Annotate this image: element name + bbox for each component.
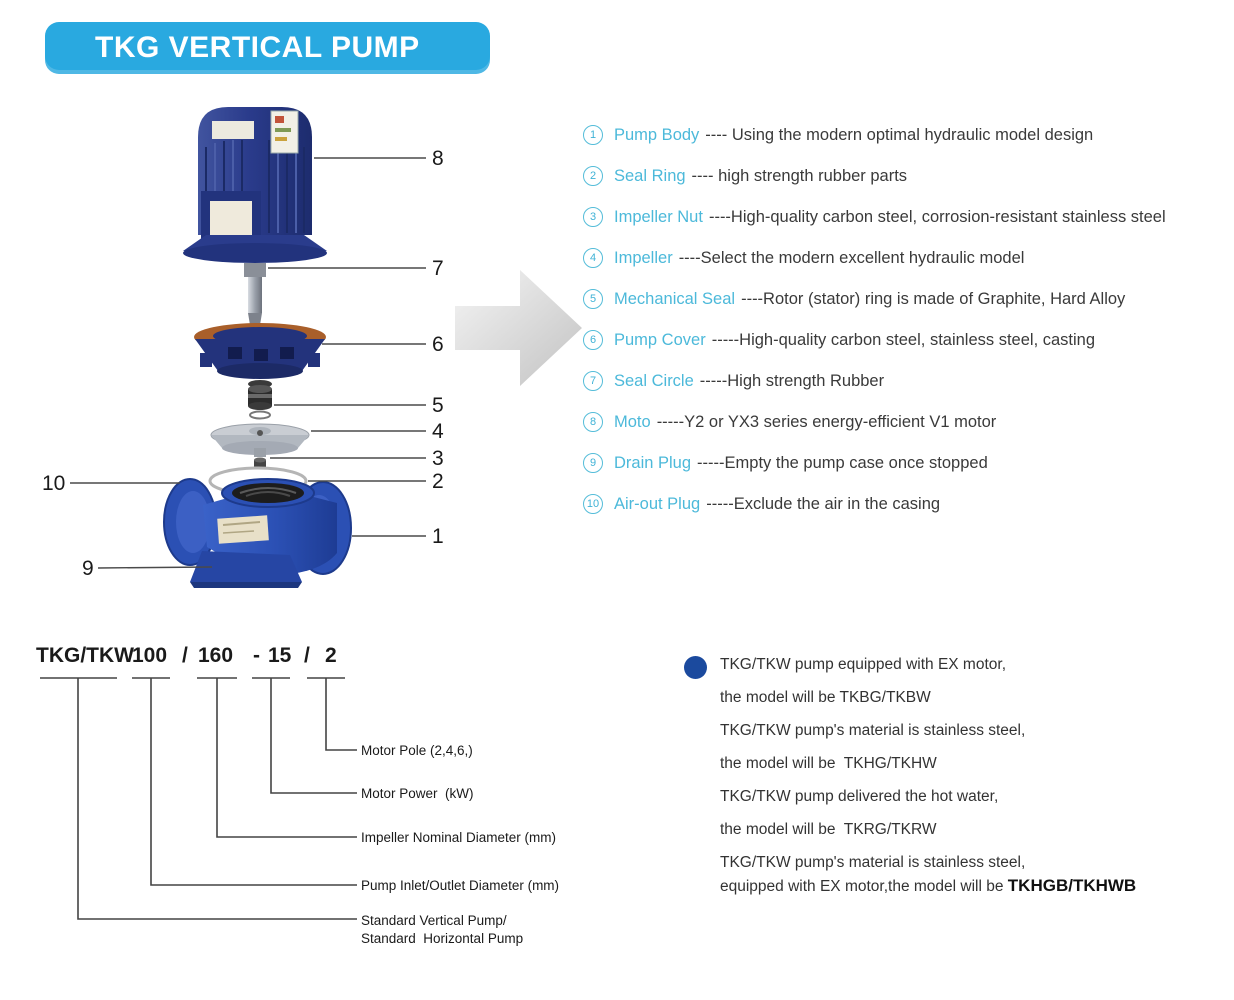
model-separator: - [253,644,260,667]
part-number-badge: 7 [583,371,603,391]
part-number-badge: 1 [583,125,603,145]
parts-list-item-10 [583,494,1166,514]
part-number-badge: 8 [583,412,603,432]
parts-list [583,125,1166,535]
callout-3: 3 [432,447,444,470]
model-connectors [78,678,357,919]
model-segment-pole: 2 [325,644,337,667]
callout-10: 10 [42,472,66,495]
part-description: -----Empty the pump case once stopped [697,453,988,472]
note-line-last [720,876,1136,896]
label-impeller-dia: Impeller Nominal Diameter (mm) [361,830,557,845]
model-separator: / [182,644,188,667]
part-name: Pump Body [614,125,700,144]
parts-list-item-9 [583,453,1166,473]
flow-arrow-icon [450,258,590,398]
note-line: the model will be TKBG/TKBW [720,689,931,706]
callout-9: 9 [82,557,94,580]
part-description: ---- high strength rubber parts [691,166,908,185]
part-description: -----High strength Rubber [699,371,885,390]
parts-list-item-1 [583,125,1166,145]
part-name: Mechanical Seal [614,289,736,308]
part-description: ----High-quality carbon steel, corrosion-resistant stainless steel [708,207,1166,226]
note-line: TKG/TKW pump's material is stainless steel, [720,854,1026,871]
label-standard-vertical: Standard Vertical Pump/ [361,913,507,928]
part-number-badge: 3 [583,207,603,227]
note-bold-model: TKHGB/TKHWB [1007,876,1137,895]
callout-4: 4 [432,420,444,443]
impeller-illustration [211,424,309,457]
label-standard-horizontal: Standard Horizontal Pump [361,931,524,946]
note-line-last-text: equipped with EX motor,the model will be [720,878,1008,895]
part-description: ---- Using the modern optimal hydraulic model design [705,125,1094,144]
label-motor-power: Motor Power (kW) [361,786,474,801]
callout-8: 8 [432,147,444,170]
part-number-badge: 4 [583,248,603,268]
label-inlet-outlet-dia: Pump Inlet/Outlet Diameter (mm) [361,878,560,893]
mechanical-seal-illustration [248,380,272,419]
part-number-badge: 2 [583,166,603,186]
part-description: -----High-quality carbon steel, stainless steel, casting [711,330,1096,349]
parts-list-item-6 [583,330,1166,350]
model-segment-impeller: 160 [198,644,234,667]
note-line: TKG/TKW pump delivered the hot water, [720,788,999,805]
callout-2: 2 [432,470,444,493]
model-separator: / [304,644,310,667]
part-name: Pump Cover [614,330,706,349]
parts-list-item-3 [583,207,1166,227]
model-segment-brand: TKG/TKW [36,644,134,667]
title-banner [45,22,490,74]
parts-list-item-5 [583,289,1166,309]
note-line: the model will be TKHG/TKHW [720,755,937,772]
motor-nameplate [212,121,254,139]
part-name: Seal Ring [614,166,686,185]
part-description: ----Rotor (stator) ring is made of Graphite, Hard Alloy [741,289,1126,308]
part-description: -----Exclude the air in the casing [706,494,941,513]
part-number-badge: 9 [583,453,603,473]
model-segment-inlet: 100 [132,644,168,667]
parts-list-item-2 [583,166,1166,186]
model-segment-power: 15 [268,644,292,667]
part-name: Air-out Plug [614,494,701,513]
part-description: ----Select the modern excellent hydraulic model [678,248,1025,267]
part-number-badge: 5 [583,289,603,309]
part-name: Impeller Nut [614,207,703,226]
model-code-diagram [28,628,668,988]
model-variant-notes [720,655,1136,910]
note-line: the model will be TKRG/TKRW [720,821,937,838]
label-motor-pole: Motor Pole (2,4,6,) [361,743,473,758]
note-line: TKG/TKW pump equipped with EX motor, [720,656,1007,673]
part-name: Moto [614,412,651,431]
callout-6: 6 [432,333,444,356]
pump-body-illustration [164,479,351,588]
pump-exploded-diagram [40,85,520,605]
parts-list-item-8 [583,412,1166,432]
part-description: -----Y2 or YX3 series energy-efficient V1 motor [656,412,997,431]
part-number-badge: 10 [583,494,603,514]
callout-7: 7 [432,257,444,280]
part-name: Drain Plug [614,453,692,472]
motor-shaft [244,263,266,277]
page-title: TKG VERTICAL PUMP [95,31,420,64]
pump-cover-illustration [194,323,326,379]
motor-illustration [183,107,327,331]
part-number-badge: 6 [583,330,603,350]
note-line: TKG/TKW pump's material is stainless steel, [720,722,1026,739]
bullet-icon [684,656,707,679]
part-name: Seal Circle [614,371,694,390]
callout-1: 1 [432,525,444,548]
parts-list-item-4 [583,248,1166,268]
parts-list-item-7 [583,371,1166,391]
part-name: Impeller [614,248,673,267]
callout-5: 5 [432,394,444,417]
